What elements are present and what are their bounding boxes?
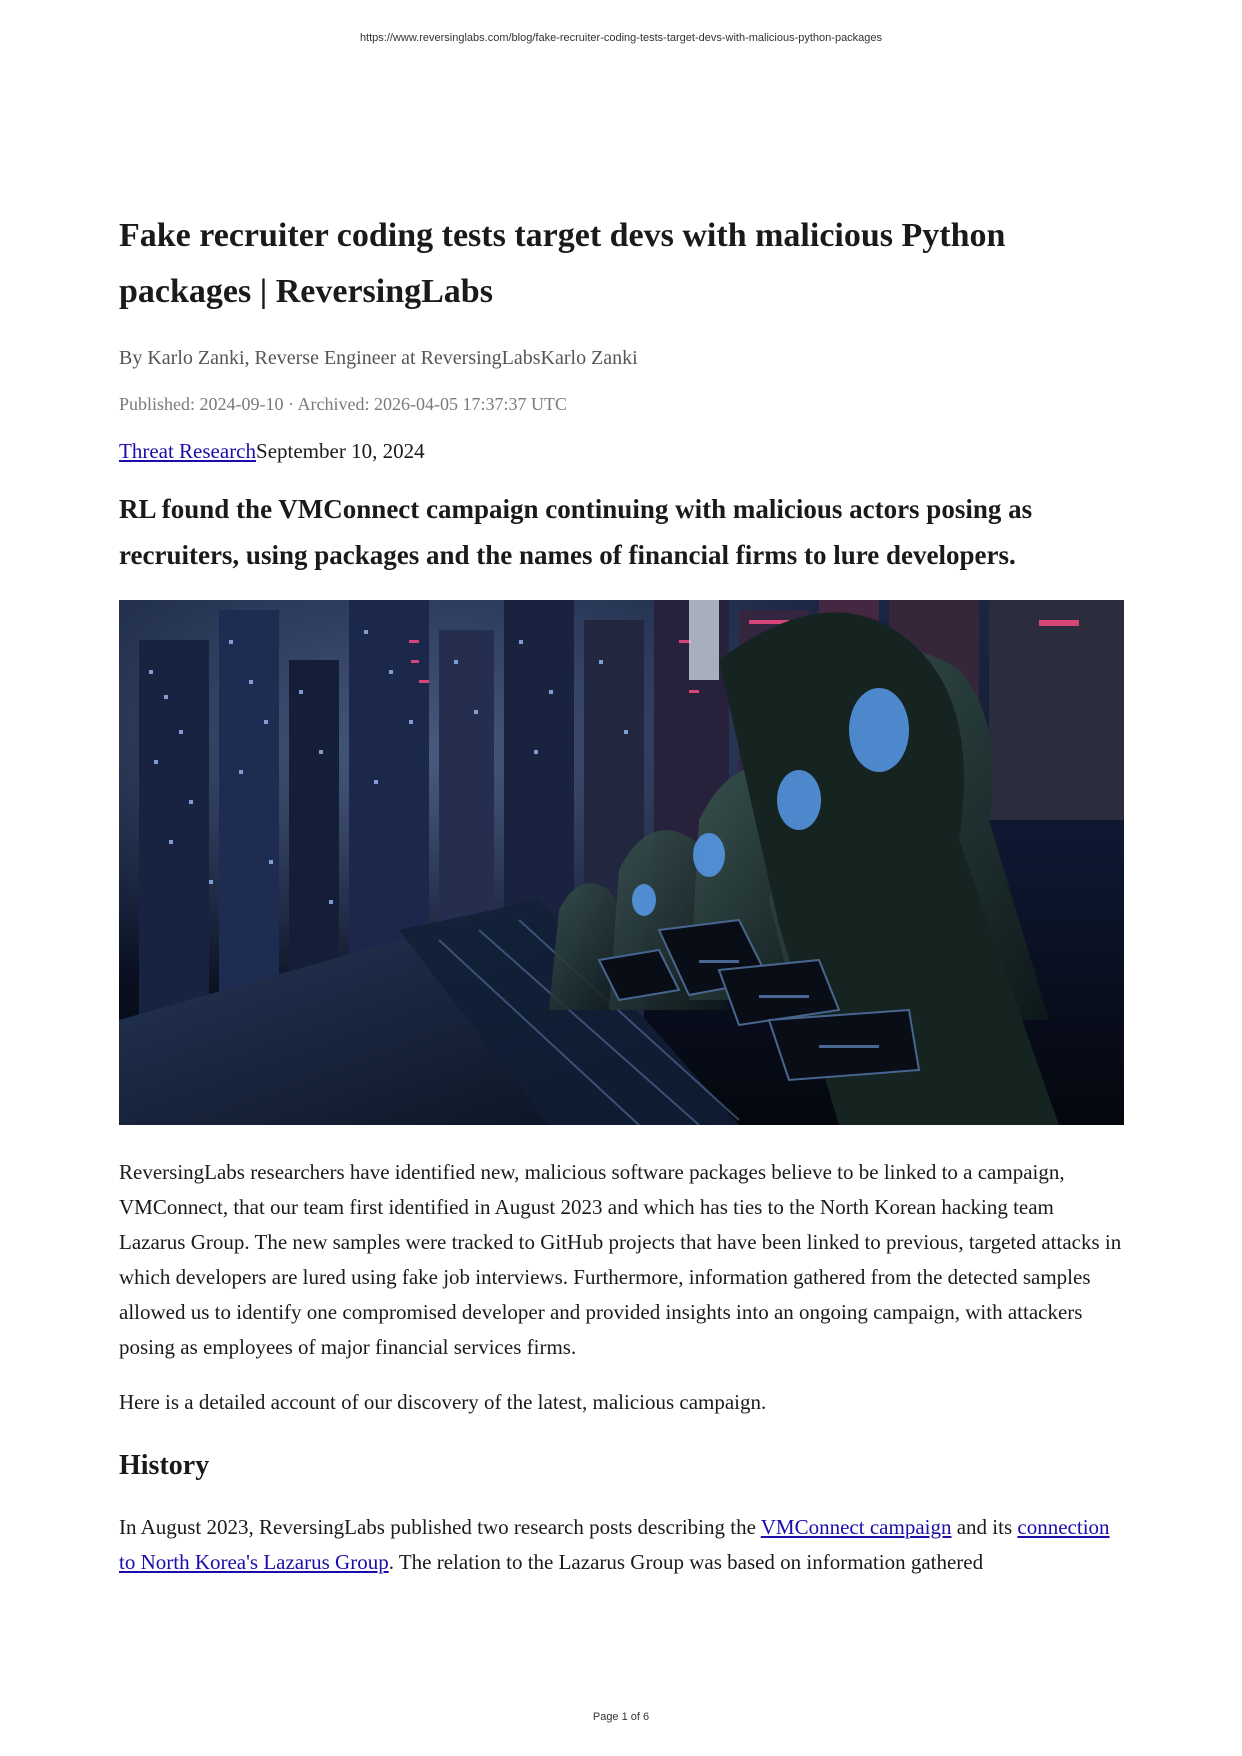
article-title: Fake recruiter coding tests target devs with malicious Python packages | ReversingLabs (119, 217, 1006, 310)
article-date: September 10, 2024 (256, 439, 425, 463)
article-byline: By Karlo Zanki, Reverse Engineer at ReversingLabsKarlo Zanki (119, 347, 638, 369)
article-content (119, 208, 1124, 1580)
link-vmconnect-campaign[interactable]: VMConnect campaign (760, 1515, 952, 1539)
category-date-line (119, 436, 1124, 466)
article-subtitle: RL found the VMConnect campaign continuing with malicious actors posing as recruiters, using packages and the names of financial firms to lure developers. (119, 494, 1033, 570)
history-paragraph (119, 1510, 1124, 1580)
history-text-3: . The relation to the Lazarus Group was based on information gathered (388, 1550, 984, 1574)
history-text-1: In August 2023, ReversingLabs published two research posts describing the (119, 1515, 761, 1539)
hero-image (119, 600, 1124, 1125)
page-footer: Page 1 of 6 (592, 1711, 650, 1723)
article-meta: Published: 2024-09-10 · Archived: 2026-04-05 17:37:37 UTC (119, 394, 567, 414)
link-lazarus-group-connection[interactable]: connection to North Korea's Lazarus Group (119, 1515, 1110, 1574)
category-link-threat-research[interactable]: Threat Research (119, 439, 257, 463)
hero-illustration (119, 600, 1124, 1125)
intro-paragraph: ReversingLabs researchers have identified new, malicious software packages believe to be linked to a campaign, VMConnect, that our team first identified in August 2023 and which has ties to the North Korean hacking team Lazarus Group. The new samples were tracked to GitHub projects that have been linked to previous, targeted attacks in which developers are lured using fake job interviews. Furthermore, information gathered from the detected samples allowed us to identify one compromised developer and provided insights into an ongoing campaign, with attackers posing as employees of major financial services firms. (119, 1160, 1122, 1359)
detail-paragraph: Here is a detailed account of our discovery of the latest, malicious campaign. (119, 1390, 767, 1414)
page-url-header: https://www.reversinglabs.com/blog/fake-recruiter-coding-tests-target-devs-with-malicious-python-packages (359, 32, 883, 44)
history-text-2: and its (951, 1515, 1018, 1539)
section-heading-history: History (119, 1450, 210, 1481)
